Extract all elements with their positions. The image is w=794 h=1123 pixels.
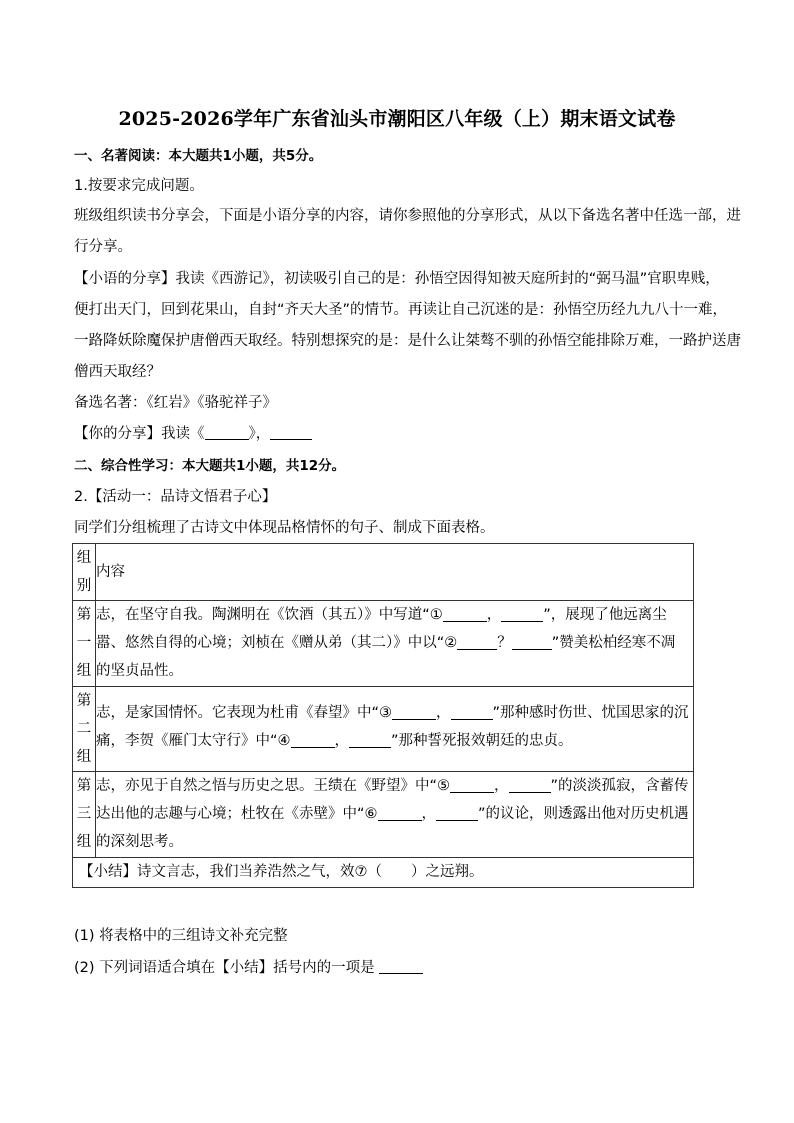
text: ”那种誓死报效朝廷的忠贞。 <box>391 733 573 749</box>
group2-label-char: 第 <box>76 693 92 709</box>
header-label-char: 组 <box>76 550 92 566</box>
section2-heading: 二、综合性学习：本大题共1小题，共12分。 <box>74 458 346 474</box>
group3-label-char: 三 <box>76 806 92 822</box>
table-row-group2 <box>73 687 694 772</box>
text: ”赞美松柏经寒不凋 <box>551 635 676 651</box>
group1-line2 <box>96 629 693 657</box>
q1-share-line4: 僧西天取经？ <box>74 364 161 380</box>
q2-intro: 同学们分组梳理了古诗文中体现品格情怀的句子、制成下面表格。 <box>74 520 495 536</box>
q1-share-line2: 便打出天门，回到花果山，自封“齐天大圣”的情节。再读让自己沉迷的是：孙悟空历经九九八十一难， <box>74 302 728 318</box>
sub-question-2-text: (2) 下列词语适合填在【小结】括号内的一项是 <box>74 960 375 976</box>
group1-label-char: 第 <box>76 607 92 623</box>
group2-label-char: 二 <box>76 721 92 737</box>
group3-line2 <box>96 800 693 828</box>
q1-share-line1: 【小语的分享】我读《西游记》，初读吸引自己的是：孙悟空因得知被天庭所封的“弼马温”官职卑贱， <box>74 271 720 287</box>
group1-label-char: 一 <box>76 635 92 651</box>
header-content-cell <box>96 544 694 601</box>
table-header-row <box>73 544 694 601</box>
blank-5a[interactable] <box>450 776 494 793</box>
group1-label-cell <box>73 601 96 687</box>
text: 志，亦见于自然之悟与历史之思。王绩在《野望》中“⑤ <box>96 778 451 794</box>
your-share-mid: 》， <box>248 426 271 442</box>
group2-label-cell <box>73 687 96 772</box>
header-content-text: 内容 <box>96 564 125 580</box>
text: ， <box>486 607 502 623</box>
text: ”，展现了他远离尘 <box>543 607 667 623</box>
q1-your-share <box>74 424 312 444</box>
text: ”的淡淡孤寂，含蓄传 <box>550 778 689 794</box>
group3-label-cell <box>73 772 96 858</box>
share-content-blank[interactable] <box>270 425 312 440</box>
group3-content-cell <box>96 772 694 858</box>
blank-6a[interactable] <box>378 804 422 821</box>
question2-number: 2.【活动一：品诗文悟君子心】 <box>74 489 277 505</box>
blank-3b[interactable] <box>451 703 493 720</box>
group3-line1 <box>96 772 693 800</box>
group2-line1 <box>96 699 693 727</box>
book-title-blank[interactable] <box>205 425 249 440</box>
sub-question-2 <box>74 958 423 978</box>
question1-number: 1.按要求完成问题。 <box>74 178 204 194</box>
blank-2a[interactable] <box>457 633 497 650</box>
section1-heading: 一、名著阅读：本大题共1小题，共5分。 <box>74 148 323 164</box>
group3-line3: 的深刻思考。 <box>96 834 183 850</box>
sub-question-1: (1) 将表格中的三组诗文补充完整 <box>74 928 288 944</box>
text: ， <box>494 778 509 794</box>
text: 痛，李贺《雁门太守行》中“④ <box>96 733 291 749</box>
group1-content-cell <box>96 601 694 687</box>
text: 嚣、悠然自得的心境；刘桢在《赠从弟（其二）》中以“② <box>96 635 458 651</box>
text: 志，在坚守自我。陶渊明在《饮酒（其五）》中写道“① <box>96 607 443 623</box>
summary-text: 【小结】诗文言志，我们当养浩然之气，效⑦（ ）之远翔。 <box>79 864 484 880</box>
group2-content-cell <box>96 687 694 772</box>
blank-4b[interactable] <box>349 731 391 748</box>
group2-label-char: 组 <box>76 749 92 765</box>
header-label-char: 别 <box>76 578 92 594</box>
text: ”那种感时伤世、忧国思家的沉 <box>492 705 689 721</box>
exam-title: 2025-2026学年广东省汕头市潮阳区八年级（上）期末语文试卷 <box>118 108 676 130</box>
table-row-group3 <box>73 772 694 858</box>
blank-3a[interactable] <box>392 703 436 720</box>
group3-label-char: 第 <box>76 778 92 794</box>
text: ？ <box>497 635 512 651</box>
text: ， <box>421 806 437 822</box>
blank-6b[interactable] <box>436 804 478 821</box>
q1-book-options: 备选名著：《红岩》《骆驼祥子》 <box>74 395 277 411</box>
your-share-prefix: 【你的分享】我读《 <box>74 426 205 442</box>
blank-1b[interactable] <box>501 605 543 622</box>
blank-4a[interactable] <box>291 731 335 748</box>
text: 达出他的志趣与心境；杜牧在《赤壁》中“⑥ <box>96 806 378 822</box>
text: 志，是家国情怀。它表现为杜甫《春望》中“③ <box>96 705 393 721</box>
text: ， <box>334 733 350 749</box>
q1-share-line3: 一路降妖除魔保护唐僧西天取经。特别想探究的是：是什么让桀骜不驯的孙悟空能排除万难，一路护送唐 <box>74 333 741 349</box>
blank-1a[interactable] <box>443 605 487 622</box>
header-label-cell <box>73 544 96 601</box>
group1-label-char: 组 <box>76 663 92 679</box>
table-row-group1 <box>73 601 694 687</box>
table-summary-row <box>73 858 694 888</box>
text: ， <box>436 705 451 721</box>
poetry-table <box>72 543 694 888</box>
sub2-answer-blank[interactable] <box>379 959 423 974</box>
text: ”的议论，则透露出他对历史机遇 <box>478 806 689 822</box>
blank-2b[interactable] <box>512 633 552 650</box>
group3-label-char: 组 <box>76 834 92 850</box>
blank-5b[interactable] <box>509 776 551 793</box>
group1-line3: 的坚贞品性。 <box>96 663 183 679</box>
group2-line2 <box>96 727 693 755</box>
group1-line1 <box>96 601 693 629</box>
q1-intro-line1: 班级组织读书分享会，下面是小语分享的内容，请你参照他的分享形式，从以下备选名著中任选一部，进 <box>74 208 741 224</box>
summary-cell <box>73 858 694 888</box>
q1-intro-line2: 行分享。 <box>74 239 132 255</box>
